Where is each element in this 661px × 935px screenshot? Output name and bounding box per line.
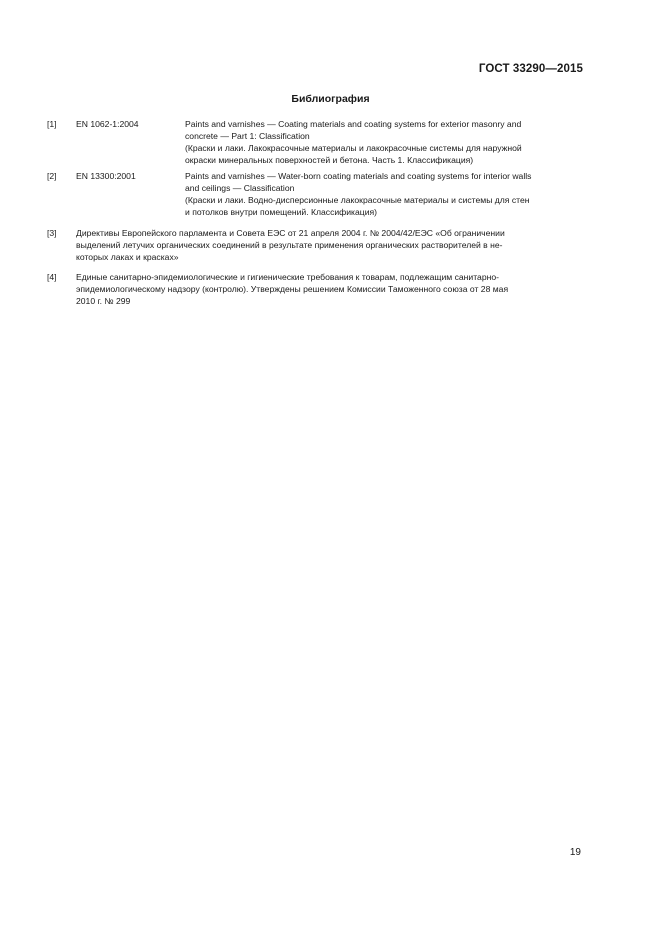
entry-line: and ceilings — Classification xyxy=(185,183,295,194)
entry-line: Директивы Европейского парламента и Совета ЕЭС от 21 апреля 2004 г. № 2004/42/ЕЭС «Об ограничении xyxy=(76,228,505,238)
entry-line: выделений летучих органических соединений в результате применения органических растворителей в не- xyxy=(76,240,503,251)
entry-line: эпидемиологическому надзору (контролю). Утверждены решением Комиссии Таможенного союза от 28 мая xyxy=(76,284,509,295)
entry-number: [1] xyxy=(47,119,57,129)
entry-line: которых лаках и красках» xyxy=(76,252,179,263)
entry-line: Paints and varnishes — Coating materials and coating systems for exterior masonry and xyxy=(185,119,522,129)
entry-line: и потолков внутри помещений. Классификация) xyxy=(185,207,378,218)
entry-line: окраски минеральных поверхностей и бетона. Часть 1. Классификация) xyxy=(185,155,474,166)
entry-description xyxy=(185,118,582,166)
entry-description xyxy=(185,170,582,218)
entry-line: Paints and varnishes — Water-born coating materials and coating systems for interior walls xyxy=(185,171,532,181)
entry-line: (Краски и лаки. Водно-дисперсионные лакокрасочные материалы и системы для стен xyxy=(185,195,530,206)
standard-code: EN 13300:2001 xyxy=(76,171,136,181)
entry-number: [3] xyxy=(47,228,57,238)
entry-number: [4] xyxy=(47,272,57,282)
entry-description xyxy=(76,227,582,263)
standard-code: EN 1062-1:2004 xyxy=(76,119,139,129)
page-number: 19 xyxy=(569,847,581,858)
entry-line: 2010 г. № 299 xyxy=(76,296,131,307)
entry-number: [2] xyxy=(47,171,57,181)
entry-line: (Краски и лаки. Лакокрасочные материалы и лакокрасочные системы для наружной xyxy=(185,143,522,154)
entry-description xyxy=(76,271,582,307)
entry-line: Единые санитарно-эпидемиологические и гигиенические требования к товарам, подлежащим санитарно- xyxy=(76,272,499,282)
document-code: ГОСТ 33290—2015 xyxy=(478,63,583,75)
entry-line: concrete — Part 1: Classification xyxy=(185,131,310,142)
bibliography-title: Библиография xyxy=(291,93,370,105)
